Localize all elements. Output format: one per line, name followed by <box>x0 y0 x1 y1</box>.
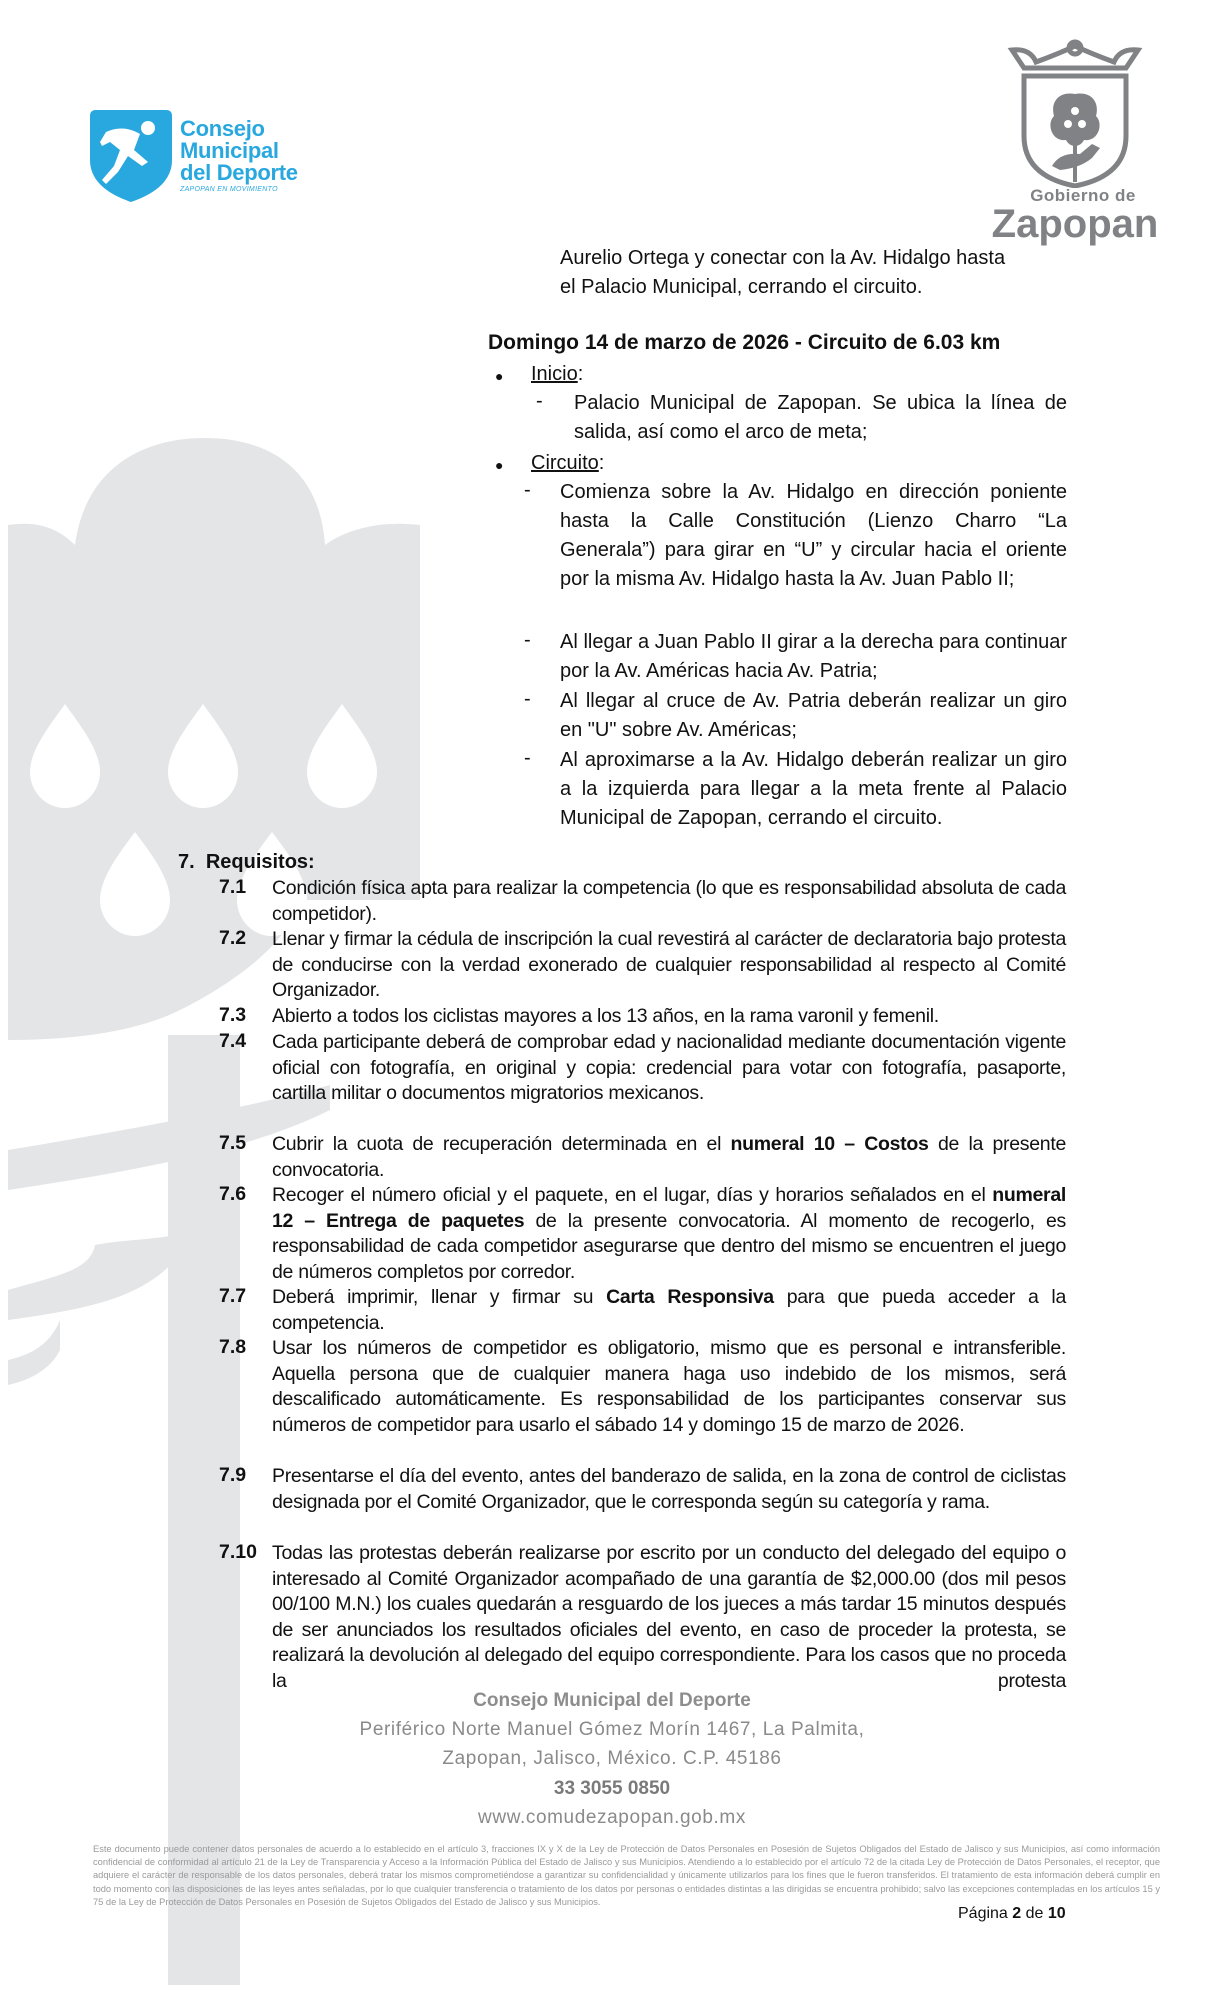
runner-shield-icon <box>88 110 174 202</box>
consejo-municipal-logo <box>88 110 318 202</box>
dash-icon: - <box>524 688 531 710</box>
req-number: 7.10 <box>219 1541 257 1563</box>
req-item: Abierto a todos los ciclistas mayores a los 13 años, en la rama varonil y femenil. <box>272 1005 939 1027</box>
requisitos-heading: 7. Requisitos: <box>178 851 315 873</box>
circuito-item: Al aproximarse a la Av. Hidalgo deberán realizar un giro a la izquierda para llegar a la meta frente al Palacio Municipal de Zapopan, cerrando el circuito. <box>560 749 1067 829</box>
footer-org-name: Consejo Municipal del Deporte <box>473 1690 751 1711</box>
req-item: Cada participante deberá de comprobar edad y nacionalidad mediante documentación vigente oficial con fotografía, en original y copia: credencial para votar con fotografía, pasaporte, cartilla militar o documentos migratorios mexicanos. <box>272 1031 1066 1105</box>
gobierno-de-label: Gobierno de <box>1030 186 1136 205</box>
dash-icon: - <box>524 629 531 651</box>
route-continuation: Aurelio Ortega y conectar con la Av. Hidalgo hasta el Palacio Municipal, cerrando el circuito. <box>560 247 1006 298</box>
req-number: 7.5 <box>219 1132 247 1154</box>
dash-icon: - <box>524 747 531 769</box>
circuito-item: Al llegar a Juan Pablo II girar a la derecha para continuar por la Av. Américas hacia Av. Patria; <box>560 631 1067 682</box>
req-item: Presentarse el día del evento, antes del banderazo de salida, en la zona de control de ciclistas designada por el Comité Organizador, que le corresponda según su categoría y rama. <box>272 1465 1066 1513</box>
req-item: Deberá imprimir, llenar y firmar su Carta Responsiva para que pueda acceder a la competencia. <box>272 1286 1067 1334</box>
sunday-route-heading: Domingo 14 de marzo de 2026 - Circuito de 6.03 km <box>488 331 1001 354</box>
logo-tagline: ZAPOPAN EN MOVIMIENTO <box>180 186 278 193</box>
req-number: 7.2 <box>219 927 247 949</box>
dash-icon: - <box>536 390 543 412</box>
req-number: 7.9 <box>219 1464 247 1486</box>
req-item: Llenar y firmar la cédula de inscripción la cual revestirá al carácter de declaratoria bajo protesta de conducirse con la verdad exonerado de cualquier responsabilidad al respecto al Comité Organizador. <box>272 928 1066 1002</box>
circuito-item: Comienza sobre la Av. Hidalgo en dirección poniente hasta la Calle Constitución (Lienzo Charro “La Generala”) para girar en “U” y circular hacia el oriente por la misma Av. Hidalgo hasta la Av. Juan Pablo II; <box>560 481 1067 590</box>
logo-text: Consejo Municipal del Deporte <box>180 116 298 185</box>
req-item: Cubrir la cuota de recuperación determinada en el numeral 10 – Costos de la presente convocatoria. <box>272 1133 1066 1181</box>
footer-phone: 33 3055 0850 <box>553 1778 671 1799</box>
page-number: Página 2 de 10 <box>958 1905 1066 1922</box>
privacy-disclaimer: Este documento puede contener datos personales de acuerdo a lo establecido en el artículo 3, fracciones IX y X de la Ley de Protección de Datos Personales en Posesión de Sujetos Obligados del Estado de Jalisco y sus Municipios, así como información confidencial de conformidad al artículo 21 de la Ley de Transparencia y Acceso a la Información Pública del Estado de Jalisco y sus Municipios. Atendiendo a lo establecido por el artículo 72 de la citada Ley de Protección de Datos Personales, el receptor, que adquiere el carácter de responsable de los datos personales, deberá tratar los mismos comprometiéndose a garantizar su confidencialidad y únicamente utilizarlos para los fines que le fueron transferidos. El tratamiento de esta información deberá cumplir en todo momento con las disposiciones de las leyes antes señaladas, por lo que cualquier transferencia o tratamiento de los datos por personas o entidades distintas a las dirigidas se encuentra prohibido; salvo las excepciones contempladas en los artículos 15 y 75 de la Ley de Protección de Datos Personales en Posesión de Sujetos Obligados del Estado de Jalisco y sus Municipios. <box>93 1844 1160 1907</box>
inicio-label: Inicio: <box>531 363 584 385</box>
zapopan-coat-of-arms-icon <box>1000 36 1150 188</box>
gobierno-zapopan-logo <box>980 36 1170 246</box>
dash-icon: - <box>524 479 531 501</box>
zapopan-label: Zapopan <box>991 202 1159 246</box>
req-number: 7.6 <box>219 1183 247 1205</box>
req-number: 7.3 <box>219 1004 247 1026</box>
bullet-icon: ● <box>495 457 504 473</box>
footer-website: www.comudezapopan.gob.mx <box>478 1807 746 1828</box>
bullet-icon: ● <box>495 368 504 384</box>
footer-address-line2: Zapopan, Jalisco, México. C.P. 45186 <box>442 1748 782 1769</box>
circuito-label: Circuito: <box>531 452 605 474</box>
req-item: Usar los números de competidor es obligatorio, mismo que es personal e intransferible. Aquella persona que de cualquier manera haga uso indebido de los mismos, será descalificado automáticamente. Es responsabilidad de los participantes conservar sus números de competidor para usarlo el sábado 14 y domingo 15 de marzo de 2026. <box>272 1337 1066 1436</box>
req-number: 7.4 <box>219 1030 247 1052</box>
circuito-item: Al llegar al cruce de Av. Patria deberán realizar un giro en "U" sobre Av. Américas; <box>560 690 1067 741</box>
inicio-item: Palacio Municipal de Zapopan. Se ubica la línea de salida, así como el arco de meta; <box>574 392 1067 443</box>
req-number: 7.8 <box>219 1336 247 1358</box>
req-item: Recoger el número oficial y el paquete, en el lugar, días y horarios señalados en el numeral 12 – Entrega de paquetes de la presente convocatoria. Al momento de recogerlo, es responsabilidad de cada competidor asegurarse que dentro del mismo se encuentren el juego de números completos por corredor. <box>272 1184 1066 1283</box>
req-item: Todas las protestas deberán realizarse por escrito por un conducto del delegado del equipo o interesado al Comité Organizador acompañado de una garantía de $2,000.00 (dos mil pesos 00/100 M.N.) los cuales quedarán a resguardo de los jueces a más tardar 15 minutos después de ser anunciados los resultados oficiales del evento, en caso de proceder la protesta, se realizará la devolución al delegado del equipo correspondiente. Para los casos que no proceda la protesta <box>272 1542 1066 1692</box>
footer-address-line1: Periférico Norte Manuel Gómez Morín 1467, La Palmita, <box>359 1719 865 1740</box>
req-number: 7.7 <box>219 1285 247 1307</box>
req-item: Condición física apta para realizar la competencia (lo que es responsabilidad absoluta de cada competidor). <box>272 877 1066 925</box>
req-number: 7.1 <box>219 876 247 898</box>
